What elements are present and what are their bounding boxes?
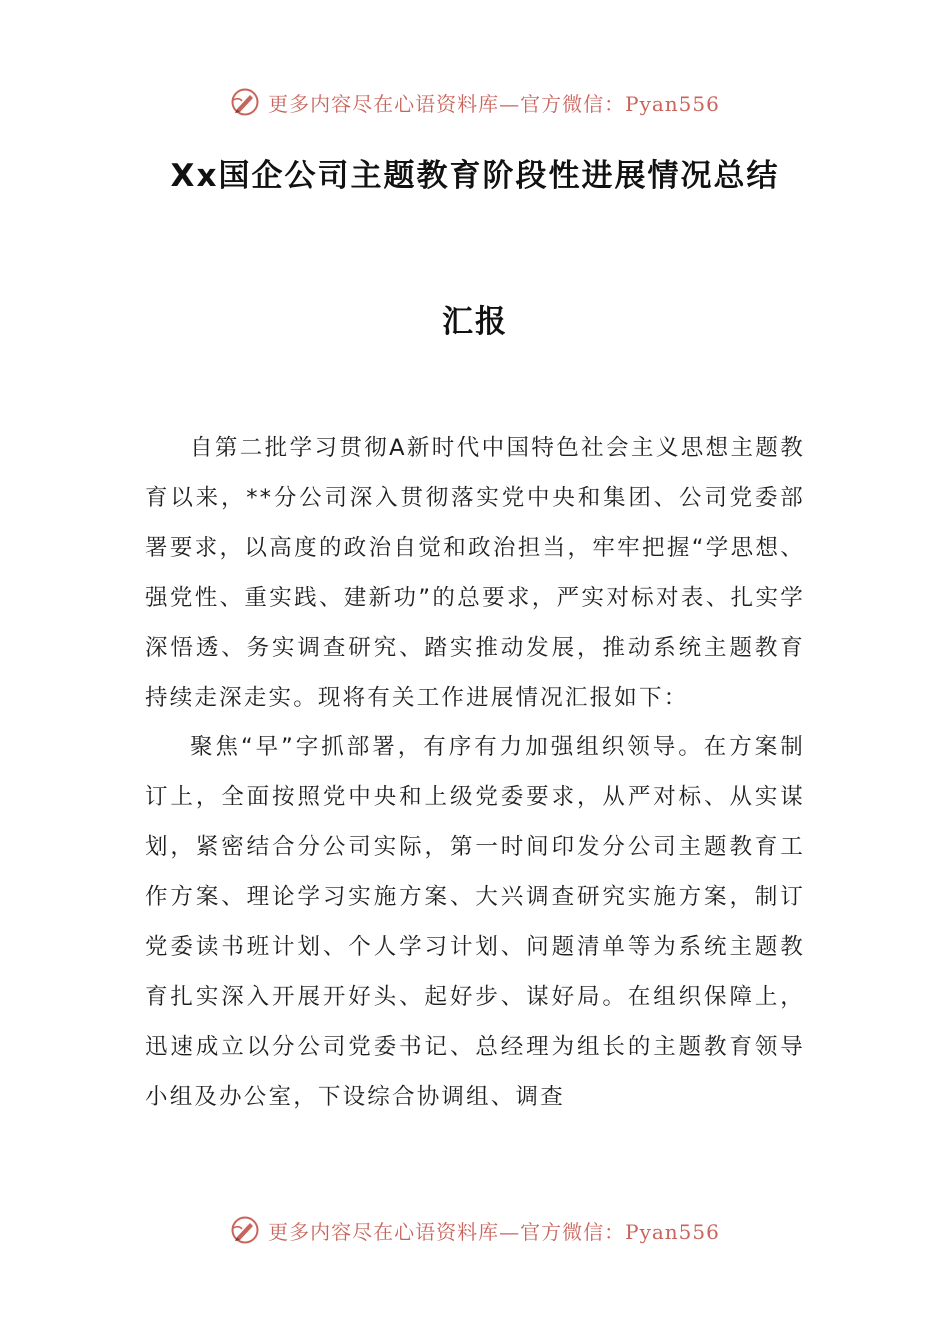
paragraph-deployment: 聚焦“早”字抓部署，有序有力加强组织领导。在方案制订上，全面按照党中央和上级党委要求，从严对标、从实谋划，紧密结合分公司实际，第一时间印发分公司主题教育工作方案、理论学习实施方案、大兴调查研究实施方案，制订党委读书班计划、个人学习计划、问题清单等为系统主题教育扎实深入开展开好头、起好步、谋好局。在组织保障上，迅速成立以分公司党委书记、总经理为组长的主题教育领导小组及办公室，下设综合协调组、调查 — [145, 734, 805, 1110]
watermark-text: 更多内容尽在心语资料库—官方微信：Pyan556 — [268, 91, 720, 116]
document-body — [145, 424, 805, 1123]
watermark-header — [0, 82, 950, 122]
document-title-continued: 汇报 — [442, 304, 508, 340]
document-title: Xx国企公司主题教育阶段性进展情况总结 — [170, 158, 780, 194]
paragraph-intro: 自第二批学习贯彻A新时代中国特色社会主义思想主题教育以来，**分公司深入贯彻落实党中央和集团、公司党委部署要求，以高度的政治自觉和政治担当，牢牢把握“学思想、强党性、重实践、建新功”的总要求，严实对标对表、扎实学深悟透、务实调查研究、踏实推动发展，推动系统主题教育持续走深走实。现将有关工作进展情况汇报如下： — [145, 435, 805, 711]
pen-logo-icon — [230, 1215, 260, 1245]
watermark-footer — [0, 1210, 950, 1250]
watermark-text: 更多内容尽在心语资料库—官方微信：Pyan556 — [268, 1219, 720, 1244]
pen-logo-icon — [230, 87, 260, 117]
